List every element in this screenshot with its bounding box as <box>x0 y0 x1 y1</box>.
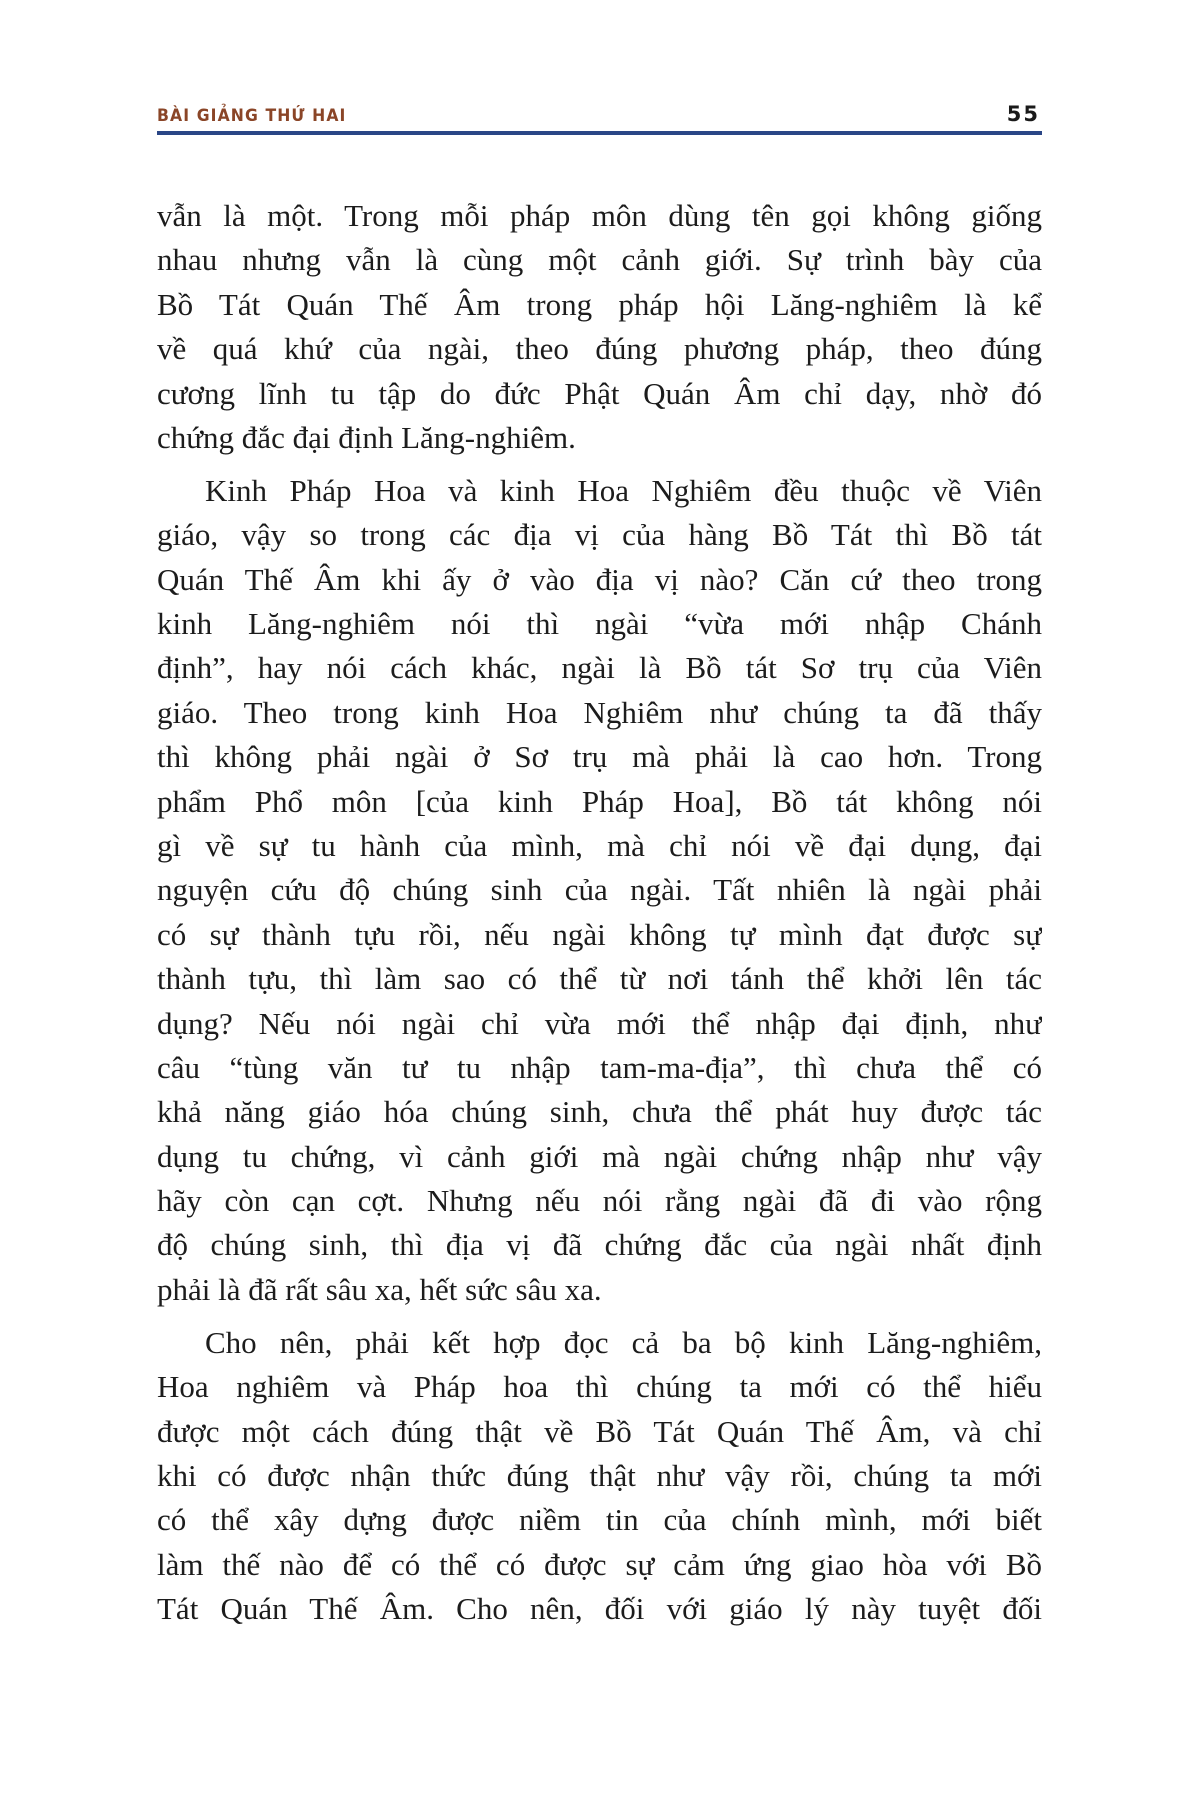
body-text <box>157 194 1042 1640</box>
text-line: khả năng giáo hóa chúng sinh, chưa thể phát huy được tác <box>157 1094 1042 1130</box>
text-line: câu “tùng văn tư tu nhập tam-ma-địa”, thì chưa thể có <box>157 1049 1042 1085</box>
text-line: Kinh Pháp Hoa và kinh Hoa Nghiêm đều thuộc về Viên <box>205 472 1042 508</box>
text-line: chứng đắc đại định Lăng-nghiêm. <box>157 419 576 455</box>
running-header <box>157 104 1042 128</box>
text-line: định”, hay nói cách khác, ngài là Bồ tát Sơ trụ của Viên <box>157 650 1042 686</box>
text-line: được một cách đúng thật về Bồ Tát Quán Thế Âm, và chỉ <box>157 1413 1042 1449</box>
text-line: hãy còn cạn cợt. Nhưng nếu nói rằng ngài đã đi vào rộng <box>157 1183 1042 1219</box>
chapter-title: BÀI GIẢNG THỨ HAI <box>157 106 347 126</box>
paragraph <box>157 1321 1042 1632</box>
text-line: Tát Quán Thế Âm. Cho nên, đối với giáo lý này tuyệt đối <box>157 1591 1042 1627</box>
text-line: làm thế nào để có thể có được sự cảm ứng giao hòa với Bồ <box>157 1546 1042 1582</box>
text-line: dụng? Nếu nói ngài chỉ vừa mới thể nhập đại định, như <box>157 1005 1042 1041</box>
paragraph <box>157 194 1042 460</box>
header-rule <box>157 131 1042 135</box>
text-line: nhau nhưng vẫn là cùng một cảnh giới. Sự trình bày của <box>157 242 1042 278</box>
text-line: phải là đã rất sâu xa, hết sức sâu xa. <box>157 1271 602 1307</box>
text-line: thành tựu, thì làm sao có thể từ nơi tánh thể khởi lên tác <box>157 961 1042 997</box>
text-line: kinh Lăng-nghiêm nói thì ngài “vừa mới nhập Chánh <box>157 606 1042 642</box>
text-line: nguyện cứu độ chúng sinh của ngài. Tất nhiên là ngài phải <box>157 872 1042 908</box>
text-line: dụng tu chứng, vì cảnh giới mà ngài chứng nhập như vậy <box>157 1138 1042 1174</box>
page-number: 55 <box>1006 102 1040 126</box>
text-line: thì không phải ngài ở Sơ trụ mà phải là cao hơn. Trong <box>157 739 1042 775</box>
text-line: khi có được nhận thức đúng thật như vậy rồi, chúng ta mới <box>157 1457 1042 1493</box>
text-line: cương lĩnh tu tập do đức Phật Quán Âm chỉ dạy, nhờ đó <box>157 375 1042 411</box>
text-line: vẫn là một. Trong mỗi pháp môn dùng tên gọi không giống <box>157 198 1042 233</box>
text-line: giáo. Theo trong kinh Hoa Nghiêm như chúng ta đã thấy <box>157 694 1042 730</box>
text-line: giáo, vậy so trong các địa vị của hàng Bồ Tát thì Bồ tát <box>157 517 1042 553</box>
text-line: về quá khứ của ngài, theo đúng phương pháp, theo đúng <box>157 331 1042 367</box>
text-line: có thể xây dựng được niềm tin của chính mình, mới biết <box>157 1502 1042 1538</box>
paragraph <box>157 469 1042 1312</box>
text-line: Hoa nghiêm và Pháp hoa thì chúng ta mới có thể hiểu <box>157 1369 1042 1405</box>
text-line: có sự thành tựu rồi, nếu ngài không tự mình đạt được sự <box>157 916 1042 952</box>
text-line: Bồ Tát Quán Thế Âm trong pháp hội Lăng-nghiêm là kể <box>157 286 1042 322</box>
text-line: phẩm Phổ môn [của kinh Pháp Hoa], Bồ tát không nói <box>157 783 1042 819</box>
text-line: độ chúng sinh, thì địa vị đã chứng đắc của ngài nhất định <box>157 1227 1042 1263</box>
text-line: Quán Thế Âm khi ấy ở vào địa vị nào? Căn cứ theo trong <box>157 561 1042 597</box>
text-line: gì về sự tu hành của mình, mà chỉ nói về đại dụng, đại <box>157 827 1042 863</box>
text-line: Cho nên, phải kết hợp đọc cả ba bộ kinh Lăng-nghiêm, <box>205 1324 1042 1360</box>
